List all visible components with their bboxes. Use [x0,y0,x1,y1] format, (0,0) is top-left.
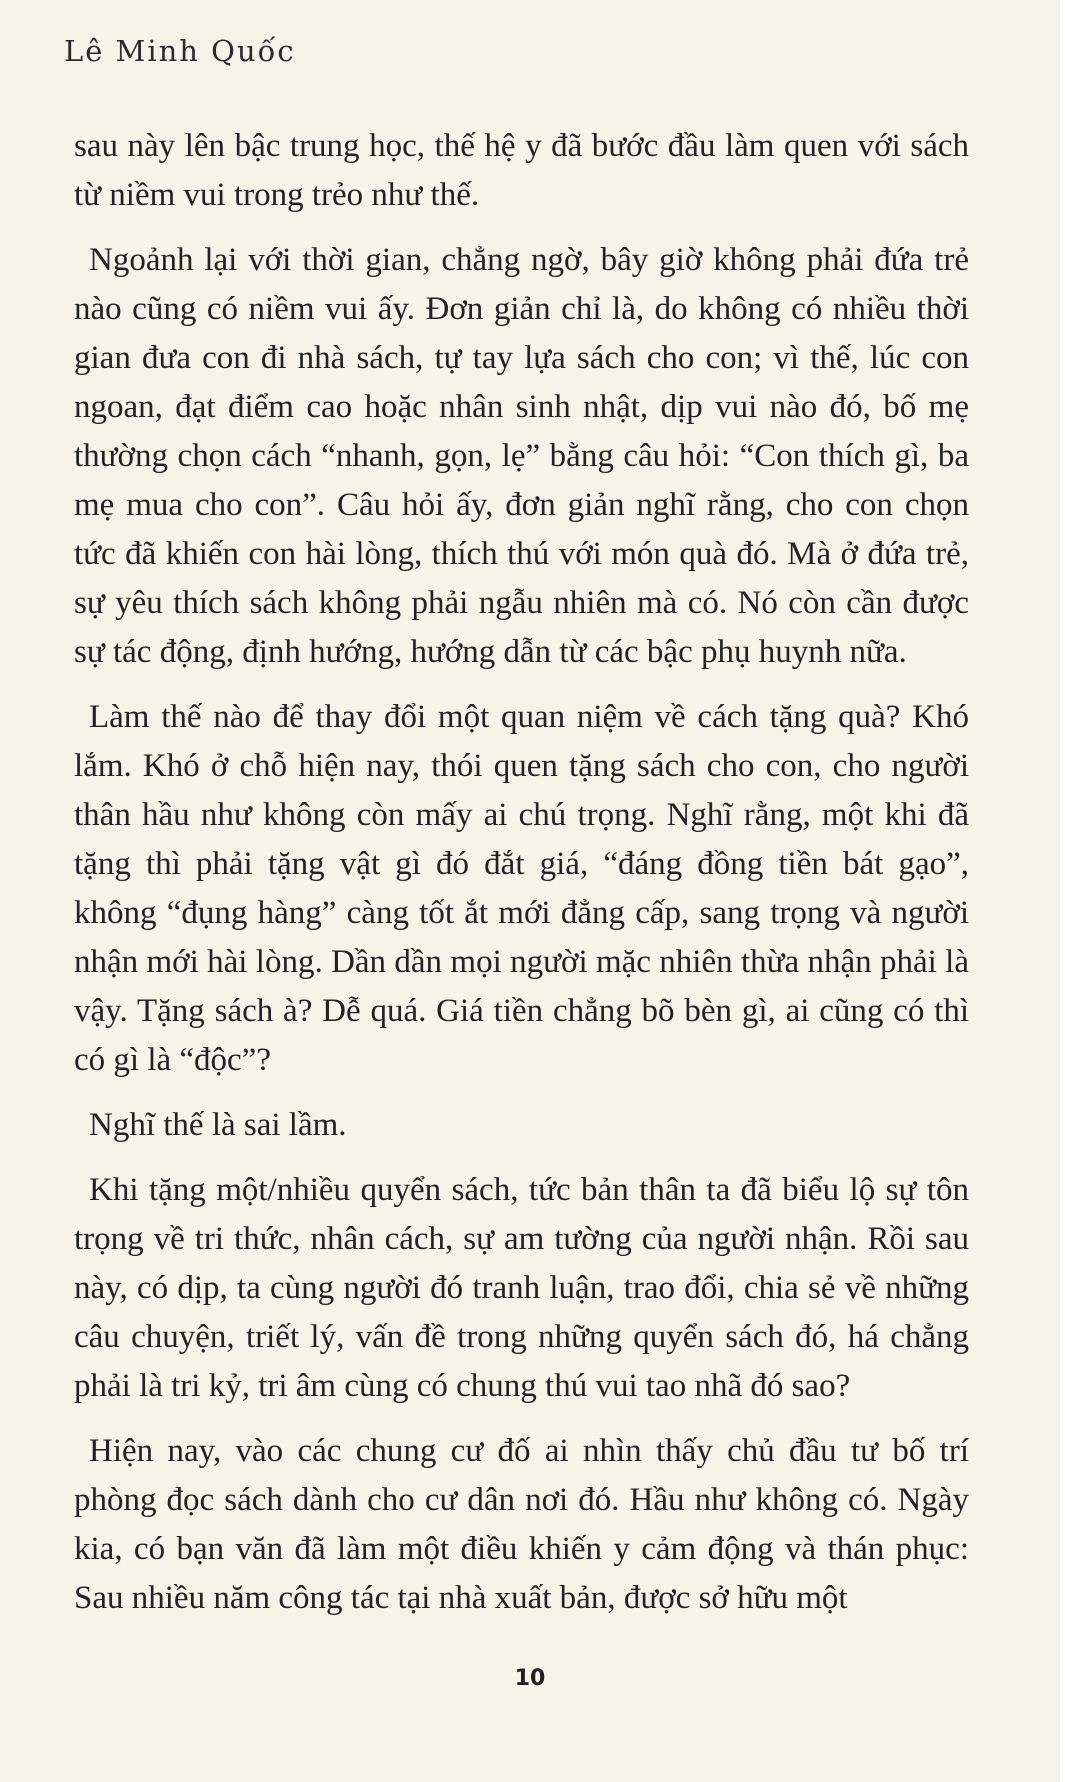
page-edge [1060,0,1065,1782]
paragraph-6: Hiện nay, vào các chung cư đố ai nhìn thấy chủ đầu tư bố trí phòng đọc sách dành cho cư dân nơi đó. Hầu như không có. Ngày kia, có bạn văn đã làm một điều khiến y cảm động và thán phục: Sau nhiều năm công tác tại nhà xuất bản, được sở hữu một [74,1433,969,1616]
page-number: 10 [514,1666,546,1691]
running-head-author: Lê Minh Quốc [64,34,296,68]
paragraph-4: Nghĩ thế là sai lầm. [89,1107,347,1143]
paragraph-5: Khi tặng một/nhiều quyển sách, tức bản thân ta đã biểu lộ sự tôn trọng về tri thức, nhân cách, sự am tường của người nhận. Rồi sau này, có dịp, ta cùng người đó tranh luận, trao đổi, chia sẻ về những câu chuyện, triết lý, vấn đề trong những quyển sách đó, há chẳng phải là tri kỷ, tri âm cùng có chung thú vui tao nhã đó sao? [74,1172,969,1404]
paragraph-2: Ngoảnh lại với thời gian, chẳng ngờ, bây giờ không phải đứa trẻ nào cũng có niềm vui ấy. Đơn giản chỉ là, do không có nhiều thời gian đưa con đi nhà sách, tự tay lựa sách cho con; vì thế, lúc con ngoan, đạt điểm cao hoặc nhân sinh nhật, dịp vui nào đó, bố mẹ thường chọn cách “nhanh, gọn, lẹ” bằng câu hỏi: “Con thích gì, ba mẹ mua cho con”. Câu hỏi ấy, đơn giản nghĩ rằng, cho con chọn tức đã khiến con hài lòng, thích thú với món quà đó. Mà ở đứa trẻ, sự yêu thích sách không phải ngẫu nhiên mà có. Nó còn cần được sự tác động, định hướng, hướng dẫn từ các bậc phụ huynh nữa. [74,242,969,670]
paragraph-3: Làm thế nào để thay đổi một quan niệm về cách tặng quà? Khó lắm. Khó ở chỗ hiện nay, thói quen tặng sách cho con, cho người thân hầu như không còn mấy ai chú trọng. Nghĩ rằng, một khi đã tặng thì phải tặng vật gì đó đắt giá, “đáng đồng tiền bát gạo”, không “đụng hàng” càng tốt ắt mới đẳng cấp, sang trọng và người nhận mới hài lòng. Dần dần mọi người mặc nhiên thừa nhận phải là vậy. Tặng sách à? Dễ quá. Giá tiền chẳng bõ bèn gì, ai cũng có thì có gì là “độc”? [74,699,969,1078]
body-text [74,122,969,1639]
paragraph-1: sau này lên bậc trung học, thế hệ y đã bước đầu làm quen với sách từ niềm vui trong trẻo như thế. [74,128,969,213]
